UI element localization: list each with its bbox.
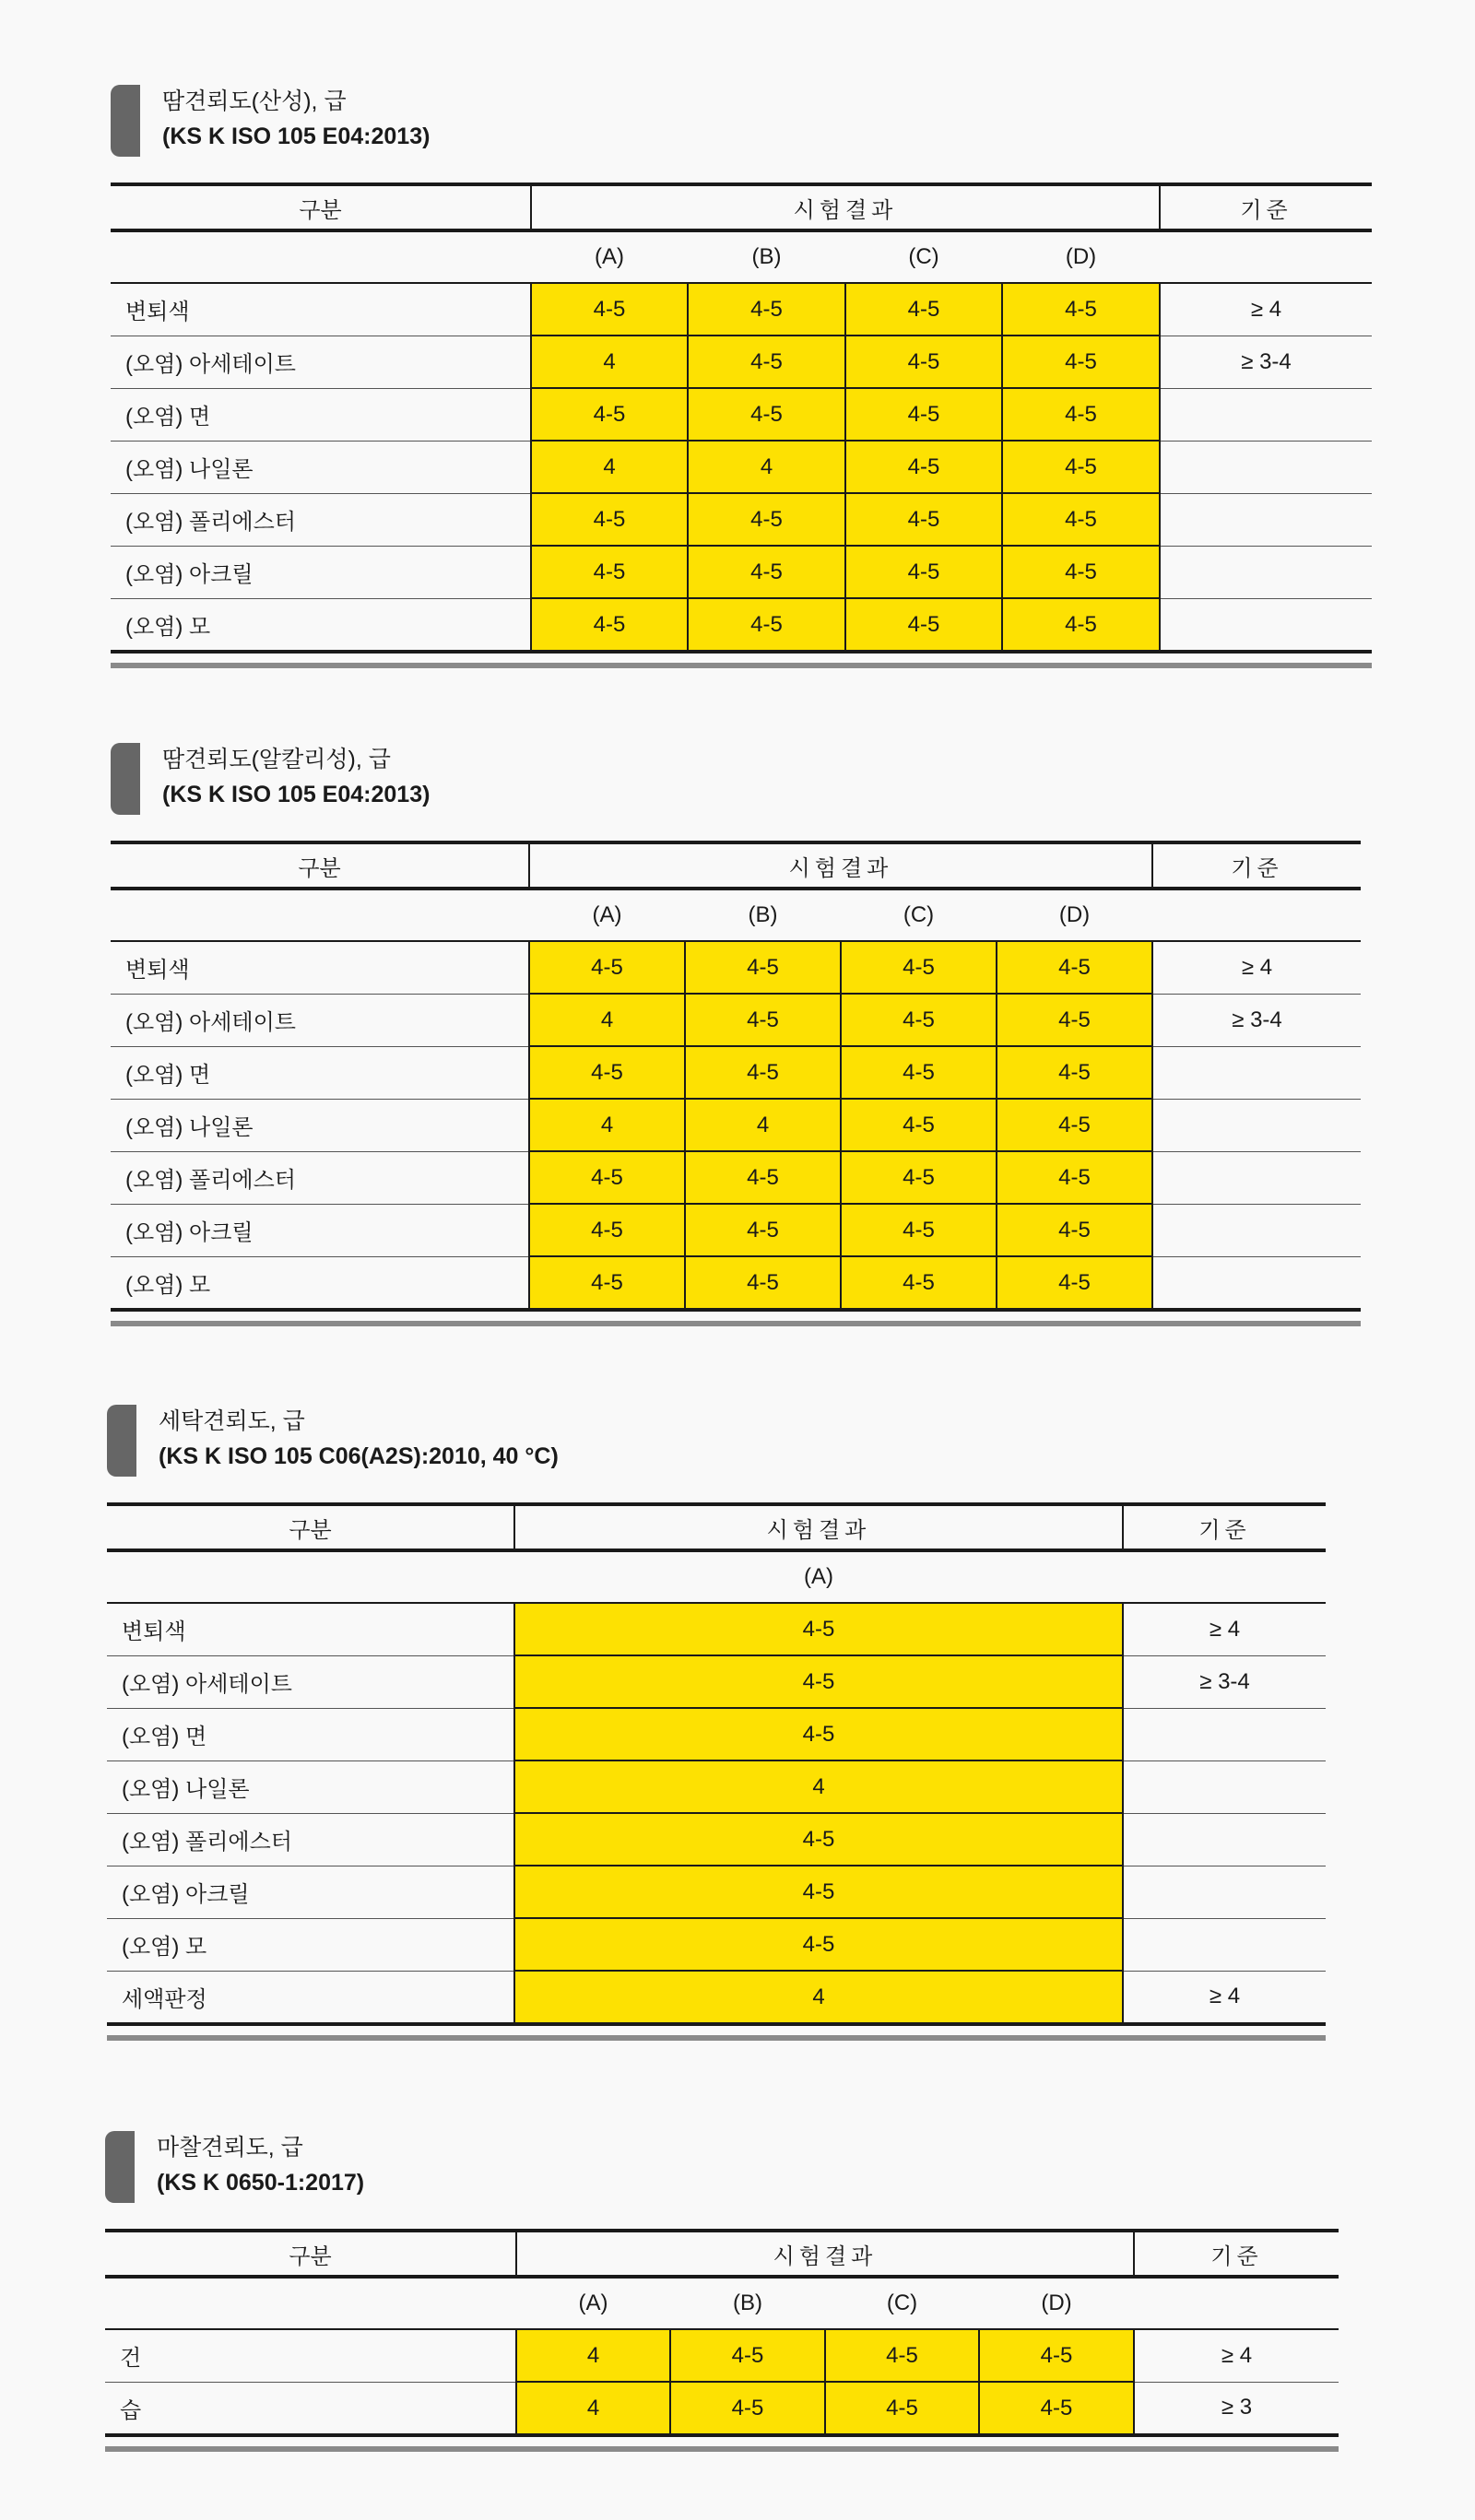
criteria-value	[1160, 441, 1372, 493]
sample-header-row	[111, 889, 1361, 941]
section-standard: (KS K ISO 105 C06(A2S):2010, 40 °C)	[159, 1443, 559, 1469]
result-value: 4-5	[825, 2329, 979, 2382]
result-value: 4-5	[845, 546, 1002, 598]
result-value: 4-5	[841, 1204, 997, 1256]
result-value: 4-5	[997, 994, 1152, 1046]
results-table	[105, 2229, 1339, 2437]
result-value: 4-5	[514, 1603, 1123, 1655]
result-value: 4-5	[997, 1204, 1152, 1256]
sample-label: (C)	[845, 230, 1002, 283]
result-value: 4-5	[514, 1813, 1123, 1866]
section-heading	[107, 1405, 1326, 1477]
row-label: (오염) 아크릴	[111, 546, 531, 598]
criteria-value: ≥ 4	[1152, 941, 1361, 994]
result-value: 4-5	[531, 388, 688, 441]
criteria-value	[1160, 598, 1372, 652]
section-heading	[111, 85, 1372, 157]
result-value: 4-5	[841, 994, 997, 1046]
table-bottom-bar	[105, 2446, 1339, 2452]
result-value: 4-5	[1002, 598, 1160, 652]
result-value: 4-5	[825, 2382, 979, 2435]
sample-label: (C)	[841, 889, 997, 941]
header-results: 시험결과	[516, 2231, 1134, 2277]
result-value: 4-5	[1002, 493, 1160, 546]
row-label: (오염) 아크릴	[107, 1866, 514, 1918]
table-row	[111, 598, 1372, 652]
result-value: 4-5	[841, 1256, 997, 1310]
result-value: 4-5	[531, 493, 688, 546]
result-value: 4-5	[979, 2382, 1134, 2435]
table-row	[111, 994, 1361, 1046]
table-row	[111, 283, 1372, 336]
result-value: 4-5	[529, 1204, 685, 1256]
criteria-value	[1160, 546, 1372, 598]
row-label: 건	[105, 2329, 516, 2382]
result-value: 4	[529, 994, 685, 1046]
criteria-value	[1123, 1708, 1326, 1760]
criteria-value: ≥ 4	[1160, 283, 1372, 336]
result-value: 4-5	[685, 1204, 841, 1256]
sample-label: (A)	[529, 889, 685, 941]
result-value: 4-5	[531, 283, 688, 336]
section-standard: (KS K ISO 105 E04:2013)	[162, 124, 431, 149]
criteria-value: ≥ 3-4	[1160, 336, 1372, 388]
result-value: 4-5	[685, 994, 841, 1046]
section-marker	[111, 85, 140, 157]
table-header-row	[107, 1504, 1326, 1550]
result-value: 4	[531, 441, 688, 493]
row-label: (오염) 면	[111, 1046, 529, 1099]
result-value: 4-5	[845, 336, 1002, 388]
table-row	[107, 1971, 1326, 2024]
criteria-value	[1152, 1046, 1361, 1099]
header-results: 시험결과	[529, 842, 1152, 889]
row-label: (오염) 아세테이트	[111, 336, 531, 388]
criteria-value	[1123, 1918, 1326, 1971]
section-heading	[111, 743, 1361, 815]
header-category: 구분	[107, 1504, 514, 1550]
row-label: 세액판정	[107, 1971, 514, 2024]
results-table	[111, 183, 1372, 654]
section-heading	[105, 2131, 1339, 2203]
result-value: 4-5	[529, 941, 685, 994]
criteria-value: ≥ 3-4	[1152, 994, 1361, 1046]
result-value: 4	[516, 2329, 670, 2382]
table-section-washing	[107, 1405, 1326, 2041]
sample-label: (A)	[531, 230, 688, 283]
criteria-value	[1123, 1813, 1326, 1866]
sample-label: (B)	[670, 2277, 825, 2329]
result-value: 4-5	[670, 2329, 825, 2382]
result-value: 4-5	[1002, 546, 1160, 598]
table-row	[111, 1099, 1361, 1151]
result-value: 4-5	[845, 441, 1002, 493]
result-value: 4	[529, 1099, 685, 1151]
sample-header-row	[111, 230, 1372, 283]
result-value: 4-5	[841, 1046, 997, 1099]
results-table	[107, 1502, 1326, 2026]
table-row	[107, 1813, 1326, 1866]
table-row	[111, 1046, 1361, 1099]
result-value: 4-5	[685, 1151, 841, 1204]
row-label: (오염) 아크릴	[111, 1204, 529, 1256]
header-criteria: 기준	[1123, 1504, 1326, 1550]
table-header-row	[111, 184, 1372, 230]
section-title: 땀견뢰도(알칼리성), 급	[162, 747, 391, 772]
sample-label: (D)	[979, 2277, 1134, 2329]
result-value: 4-5	[845, 493, 1002, 546]
sample-label: (A)	[514, 1550, 1123, 1603]
result-value: 4-5	[685, 941, 841, 994]
row-label: (오염) 면	[107, 1708, 514, 1760]
section-title: 세탁견뢰도, 급	[159, 1408, 305, 1434]
criteria-value: ≥ 4	[1123, 1603, 1326, 1655]
row-label: (오염) 모	[107, 1918, 514, 1971]
table-row	[111, 388, 1372, 441]
result-value: 4-5	[841, 1151, 997, 1204]
header-category: 구분	[111, 184, 531, 230]
table-section-acid-perspiration	[111, 85, 1372, 668]
result-value: 4-5	[997, 1256, 1152, 1310]
result-value: 4-5	[688, 388, 845, 441]
result-value: 4-5	[979, 2329, 1134, 2382]
table-row	[107, 1918, 1326, 1971]
table-row	[111, 336, 1372, 388]
table-section-alkaline-perspiration	[111, 743, 1361, 1326]
sample-label: (C)	[825, 2277, 979, 2329]
result-value: 4-5	[841, 1099, 997, 1151]
result-value: 4-5	[997, 1151, 1152, 1204]
result-value: 4-5	[688, 493, 845, 546]
row-label: (오염) 아세테이트	[107, 1655, 514, 1708]
table-section-rubbing	[105, 2131, 1339, 2452]
row-label: (오염) 나일론	[111, 1099, 529, 1151]
row-label: (오염) 나일론	[111, 441, 531, 493]
result-value: 4-5	[688, 283, 845, 336]
result-value: 4-5	[531, 598, 688, 652]
row-label: 변퇴색	[111, 283, 531, 336]
sample-label: (A)	[516, 2277, 670, 2329]
table-row	[111, 441, 1372, 493]
header-category: 구분	[111, 842, 529, 889]
result-value: 4-5	[997, 1046, 1152, 1099]
result-value: 4-5	[845, 283, 1002, 336]
sample-header-row	[107, 1550, 1326, 1603]
row-label: 변퇴색	[107, 1603, 514, 1655]
table-row	[111, 1204, 1361, 1256]
table-row	[107, 1708, 1326, 1760]
criteria-value	[1152, 1151, 1361, 1204]
result-value: 4-5	[841, 941, 997, 994]
criteria-value: ≥ 4	[1123, 1971, 1326, 2024]
table-bottom-bar	[111, 1321, 1361, 1326]
result-value: 4-5	[685, 1256, 841, 1310]
row-label: (오염) 모	[111, 598, 531, 652]
row-label: (오염) 폴리에스터	[111, 1151, 529, 1204]
result-value: 4	[514, 1971, 1123, 2024]
result-value: 4-5	[688, 336, 845, 388]
result-value: 4-5	[685, 1046, 841, 1099]
table-row	[111, 546, 1372, 598]
header-criteria: 기준	[1160, 184, 1372, 230]
header-results: 시험결과	[514, 1504, 1123, 1550]
section-title: 땀견뢰도(산성), 급	[162, 88, 347, 114]
section-marker	[107, 1405, 136, 1477]
result-value: 4-5	[670, 2382, 825, 2435]
row-label: (오염) 폴리에스터	[107, 1813, 514, 1866]
table-row	[111, 1151, 1361, 1204]
row-label: 변퇴색	[111, 941, 529, 994]
result-value: 4-5	[845, 388, 1002, 441]
table-row	[111, 941, 1361, 994]
criteria-value: ≥ 4	[1134, 2329, 1339, 2382]
table-row	[107, 1655, 1326, 1708]
table-row	[107, 1866, 1326, 1918]
result-value: 4-5	[514, 1708, 1123, 1760]
header-criteria: 기준	[1134, 2231, 1339, 2277]
header-category: 구분	[105, 2231, 516, 2277]
criteria-value	[1160, 388, 1372, 441]
result-value: 4-5	[514, 1918, 1123, 1971]
table-row	[105, 2382, 1339, 2435]
table-bottom-bar	[107, 2035, 1326, 2041]
criteria-value	[1123, 1866, 1326, 1918]
row-label: 습	[105, 2382, 516, 2435]
result-value: 4-5	[514, 1655, 1123, 1708]
table-header-row	[111, 842, 1361, 889]
table-row	[107, 1603, 1326, 1655]
row-label: (오염) 나일론	[107, 1760, 514, 1813]
result-value: 4	[688, 441, 845, 493]
result-value: 4	[685, 1099, 841, 1151]
result-value: 4-5	[531, 546, 688, 598]
result-value: 4-5	[845, 598, 1002, 652]
row-label: (오염) 모	[111, 1256, 529, 1310]
sample-header-row	[105, 2277, 1339, 2329]
row-label: (오염) 폴리에스터	[111, 493, 531, 546]
result-value: 4-5	[514, 1866, 1123, 1918]
result-value: 4-5	[688, 598, 845, 652]
sample-label: (D)	[1002, 230, 1160, 283]
result-value: 4-5	[529, 1256, 685, 1310]
table-row	[105, 2329, 1339, 2382]
table-bottom-bar	[111, 663, 1372, 668]
header-results: 시험결과	[531, 184, 1160, 230]
table-row	[111, 493, 1372, 546]
header-criteria: 기준	[1152, 842, 1361, 889]
table-header-row	[105, 2231, 1339, 2277]
section-title: 마찰견뢰도, 급	[157, 2135, 303, 2161]
criteria-value	[1152, 1099, 1361, 1151]
table-row	[107, 1760, 1326, 1813]
sample-label: (B)	[685, 889, 841, 941]
section-standard: (KS K 0650-1:2017)	[157, 2170, 365, 2196]
result-value: 4-5	[997, 941, 1152, 994]
sample-label: (D)	[997, 889, 1152, 941]
results-table	[111, 841, 1361, 1312]
row-label: (오염) 면	[111, 388, 531, 441]
result-value: 4-5	[1002, 388, 1160, 441]
criteria-value	[1152, 1204, 1361, 1256]
criteria-value	[1152, 1256, 1361, 1310]
section-marker	[111, 743, 140, 815]
result-value: 4-5	[529, 1046, 685, 1099]
result-value: 4	[514, 1760, 1123, 1813]
section-standard: (KS K ISO 105 E04:2013)	[162, 782, 431, 807]
result-value: 4-5	[1002, 336, 1160, 388]
result-value: 4-5	[688, 546, 845, 598]
criteria-value: ≥ 3	[1134, 2382, 1339, 2435]
result-value: 4-5	[1002, 283, 1160, 336]
result-value: 4-5	[529, 1151, 685, 1204]
result-value: 4	[516, 2382, 670, 2435]
result-value: 4-5	[1002, 441, 1160, 493]
criteria-value	[1160, 493, 1372, 546]
result-value: 4	[531, 336, 688, 388]
row-label: (오염) 아세테이트	[111, 994, 529, 1046]
criteria-value: ≥ 3-4	[1123, 1655, 1326, 1708]
table-row	[111, 1256, 1361, 1310]
result-value: 4-5	[997, 1099, 1152, 1151]
sample-label: (B)	[688, 230, 845, 283]
section-marker	[105, 2131, 135, 2203]
criteria-value	[1123, 1760, 1326, 1813]
